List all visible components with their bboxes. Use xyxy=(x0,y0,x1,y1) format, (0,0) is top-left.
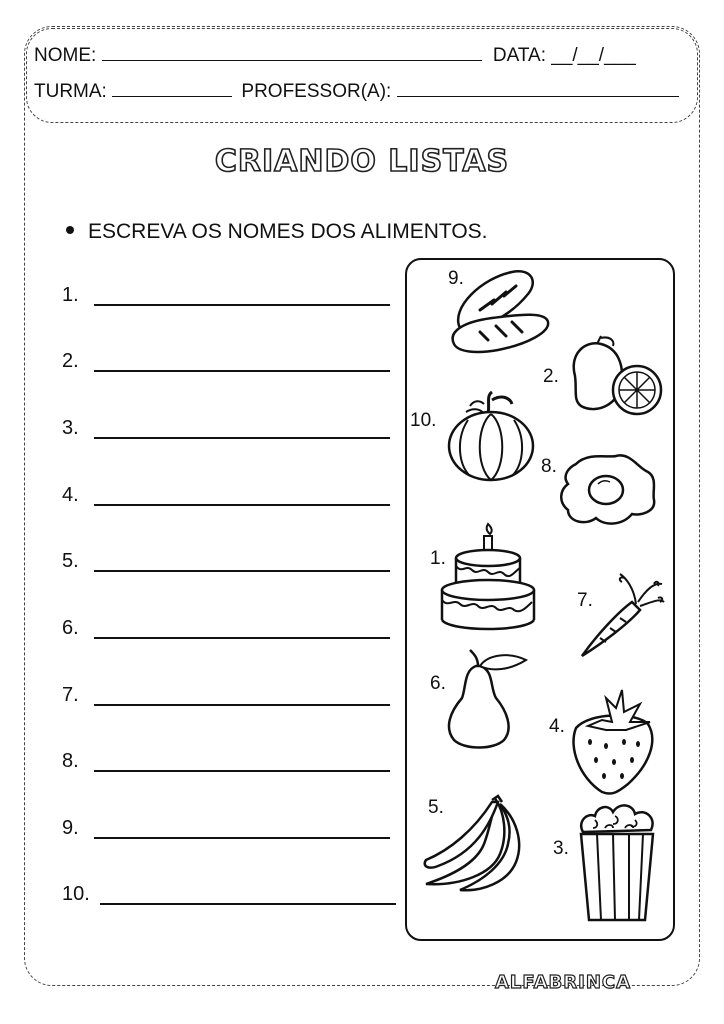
cake-icon xyxy=(440,520,540,634)
class-blank[interactable] xyxy=(112,80,232,97)
carrot-icon xyxy=(574,568,666,662)
answer-line[interactable] xyxy=(94,504,390,506)
answer-line[interactable] xyxy=(94,570,390,572)
picture-label: 2. xyxy=(543,366,559,387)
answer-row xyxy=(62,684,90,707)
answer-line[interactable] xyxy=(100,903,396,905)
answer-line[interactable] xyxy=(94,437,390,439)
bread-icon xyxy=(442,268,554,360)
picture-label: 6. xyxy=(430,673,446,694)
picture-label: 7. xyxy=(577,590,593,611)
answer-row xyxy=(62,617,90,640)
picture-label: 3. xyxy=(553,838,569,859)
teacher-blank[interactable] xyxy=(397,80,679,97)
answer-row xyxy=(62,350,90,373)
answer-line[interactable] xyxy=(94,770,390,772)
answer-line[interactable] xyxy=(94,704,390,706)
answer-row xyxy=(62,484,90,507)
class-label: TURMA: xyxy=(34,81,107,102)
banana-icon xyxy=(420,794,530,894)
answer-row xyxy=(62,417,90,440)
instruction xyxy=(66,220,488,244)
teacher-label: PROFESSOR(A): xyxy=(241,81,392,102)
row-number: 2. xyxy=(62,350,79,372)
row-number: 3. xyxy=(62,417,79,439)
bullet-icon xyxy=(66,226,74,234)
picture-label: 4. xyxy=(549,716,565,737)
name-blank[interactable] xyxy=(102,44,482,61)
answer-line[interactable] xyxy=(94,837,390,839)
row-number: 10. xyxy=(62,883,90,905)
answer-row xyxy=(62,284,90,307)
answer-row xyxy=(62,750,90,773)
picture-label: 1. xyxy=(430,548,446,569)
picture-label: 10. xyxy=(410,410,437,431)
name-field-row xyxy=(34,44,636,67)
answer-line[interactable] xyxy=(94,370,390,372)
picture-label: 9. xyxy=(448,268,464,289)
name-label: NOME: xyxy=(34,45,97,66)
popcorn-icon xyxy=(575,800,659,924)
row-number: 4. xyxy=(62,484,79,506)
row-number: 8. xyxy=(62,750,79,772)
answer-line[interactable] xyxy=(94,637,390,639)
instruction-text: ESCREVA OS NOMES DOS ALIMENTOS. xyxy=(88,220,488,243)
picture-label: 8. xyxy=(541,456,557,477)
row-number: 6. xyxy=(62,617,79,639)
fried-egg-icon xyxy=(556,450,660,530)
answer-line[interactable] xyxy=(94,304,390,306)
page-title: CRIANDO LISTAS xyxy=(214,144,510,179)
answer-row xyxy=(62,550,90,573)
lemon-icon xyxy=(565,334,665,416)
date-label: DATA: xyxy=(492,45,546,66)
answer-row xyxy=(62,817,90,840)
answer-row xyxy=(62,883,90,906)
strawberry-icon xyxy=(566,688,658,796)
pumpkin-icon xyxy=(446,390,536,484)
row-number: 5. xyxy=(62,550,79,572)
brand-logo: ALFABRINCA xyxy=(495,972,632,993)
row-number: 9. xyxy=(62,817,79,839)
picture-label: 5. xyxy=(428,797,444,818)
date-blanks[interactable]: __/__/___ xyxy=(551,45,636,66)
class-field-row xyxy=(34,80,679,103)
row-number: 7. xyxy=(62,684,79,706)
pear-icon xyxy=(440,648,530,750)
row-number: 1. xyxy=(62,284,79,306)
student-info-header xyxy=(26,28,698,123)
